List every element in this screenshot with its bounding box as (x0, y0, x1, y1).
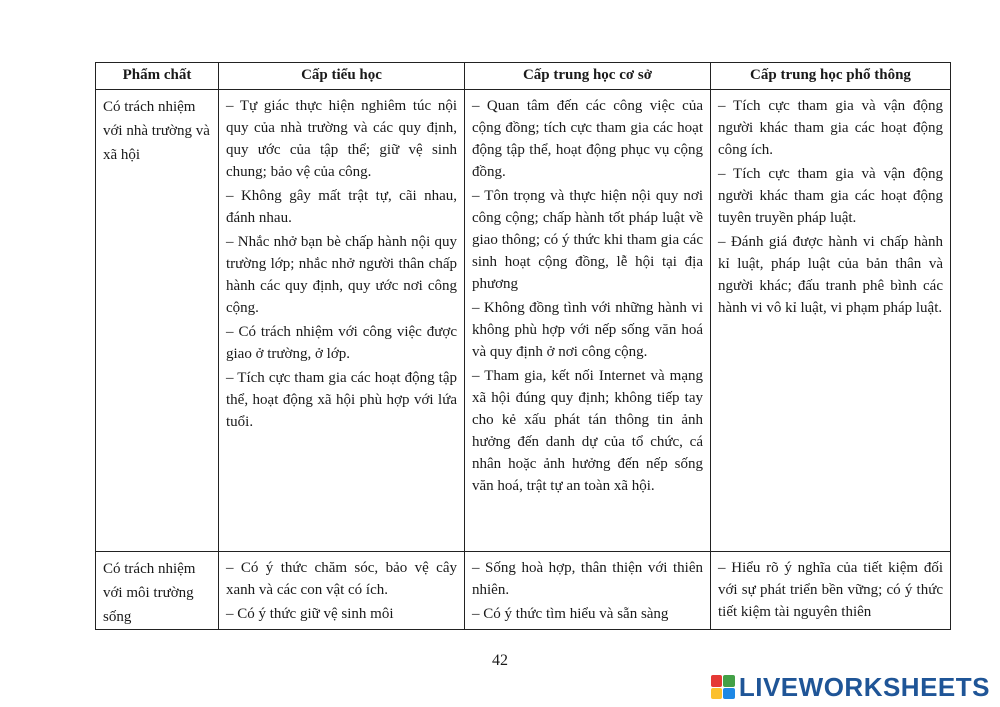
list-item: – Có ý thức chăm sóc, bảo vệ cây xanh và các con vật có ích. (226, 560, 457, 598)
header-row (96, 63, 951, 90)
list-item: – Tích cực tham gia và vận động người khác tham gia các hoạt động tuyên truyền pháp luật. (718, 166, 943, 226)
brand-name: LIVEWORKSHEETS (738, 672, 990, 702)
table-row (96, 90, 951, 552)
upper-secondary-cell (711, 552, 951, 630)
upper-secondary-cell (711, 90, 951, 552)
liveworksheets-logo-icon (711, 675, 735, 699)
curriculum-table (95, 62, 951, 630)
lower-secondary-cell (465, 90, 711, 552)
list-item: – Nhắc nhở bạn bè chấp hành nội quy trường lớp; nhắc nhở người thân chấp hành các quy định, quy ước nơi công cộng. (226, 234, 457, 316)
list-item: – Sống hoà hợp, thân thiện với thiên nhiên. (472, 560, 703, 598)
list-item: – Tham gia, kết nối Internet và mạng xã hội đúng quy định; không tiếp tay cho kẻ xấu phát tán thông tin ảnh hưởng đến danh dự của tổ chức, cá nhân hoặc ảnh hưởng đến nếp sống văn hoá, trật tự an toàn xã hội. (472, 368, 703, 494)
page-number: 42 (492, 652, 508, 669)
table-row (96, 552, 951, 630)
list-item: – Tích cực tham gia và vận động người khác tham gia các hoạt động công ích. (718, 98, 943, 158)
list-item: – Không đồng tình với những hành vi không phù hợp với nếp sống văn hoá và quy định ở nơi công cộng. (472, 300, 703, 360)
list-item: – Có trách nhiệm với công việc được giao ở trường, ở lớp. (226, 324, 457, 362)
primary-cell (219, 90, 465, 552)
list-item: – Quan tâm đến các công việc của cộng đồng; tích cực tham gia các hoạt động tập thể, hoạt động phục vụ cộng đồng. (472, 98, 703, 180)
list-item: – Hiểu rõ ý nghĩa của tiết kiệm đối với sự phát triển bền vững; có ý thức tiết kiệm tài nguyên thiên (718, 560, 943, 620)
liveworksheets-brand[interactable] (711, 672, 990, 702)
header-upper-secondary: Cấp trung học phổ thông (711, 63, 951, 90)
category-cell: Có trách nhiệm với nhà trường và xã hội (96, 90, 219, 552)
list-item: – Có ý thức giữ vệ sinh môi (226, 606, 394, 622)
list-item: – Không gây mất trật tự, cãi nhau, đánh nhau. (226, 188, 457, 226)
list-item: – Tích cực tham gia các hoạt động tập thể, hoạt động xã hội phù hợp với lứa tuổi. (226, 370, 457, 430)
list-item: – Tôn trọng và thực hiện nội quy nơi công cộng; chấp hành tốt pháp luật về giao thông; có ý thức khi tham gia các sinh hoạt cộng đồng, lễ hội tại địa phương (472, 188, 703, 292)
header-quality: Phẩm chất (96, 63, 219, 90)
header-lower-secondary: Cấp trung học cơ sở (465, 63, 711, 90)
list-item: – Đánh giá được hành vi chấp hành kỉ luật, pháp luật của bản thân và người khác; đấu tranh phê bình các hành vi vô kỉ luật, vi phạm pháp luật. (718, 234, 943, 316)
header-primary: Cấp tiểu học (219, 63, 465, 90)
list-item: – Có ý thức tìm hiểu và sẵn sàng (472, 606, 669, 622)
primary-cell (219, 552, 465, 630)
lower-secondary-cell (465, 552, 711, 630)
list-item: – Tự giác thực hiện nghiêm túc nội quy của nhà trường và các quy định, quy ước của tập thể; giữ vệ sinh chung; bảo vệ của công. (226, 98, 457, 180)
category-cell: Có trách nhiệm với môi trường sống (96, 552, 219, 630)
